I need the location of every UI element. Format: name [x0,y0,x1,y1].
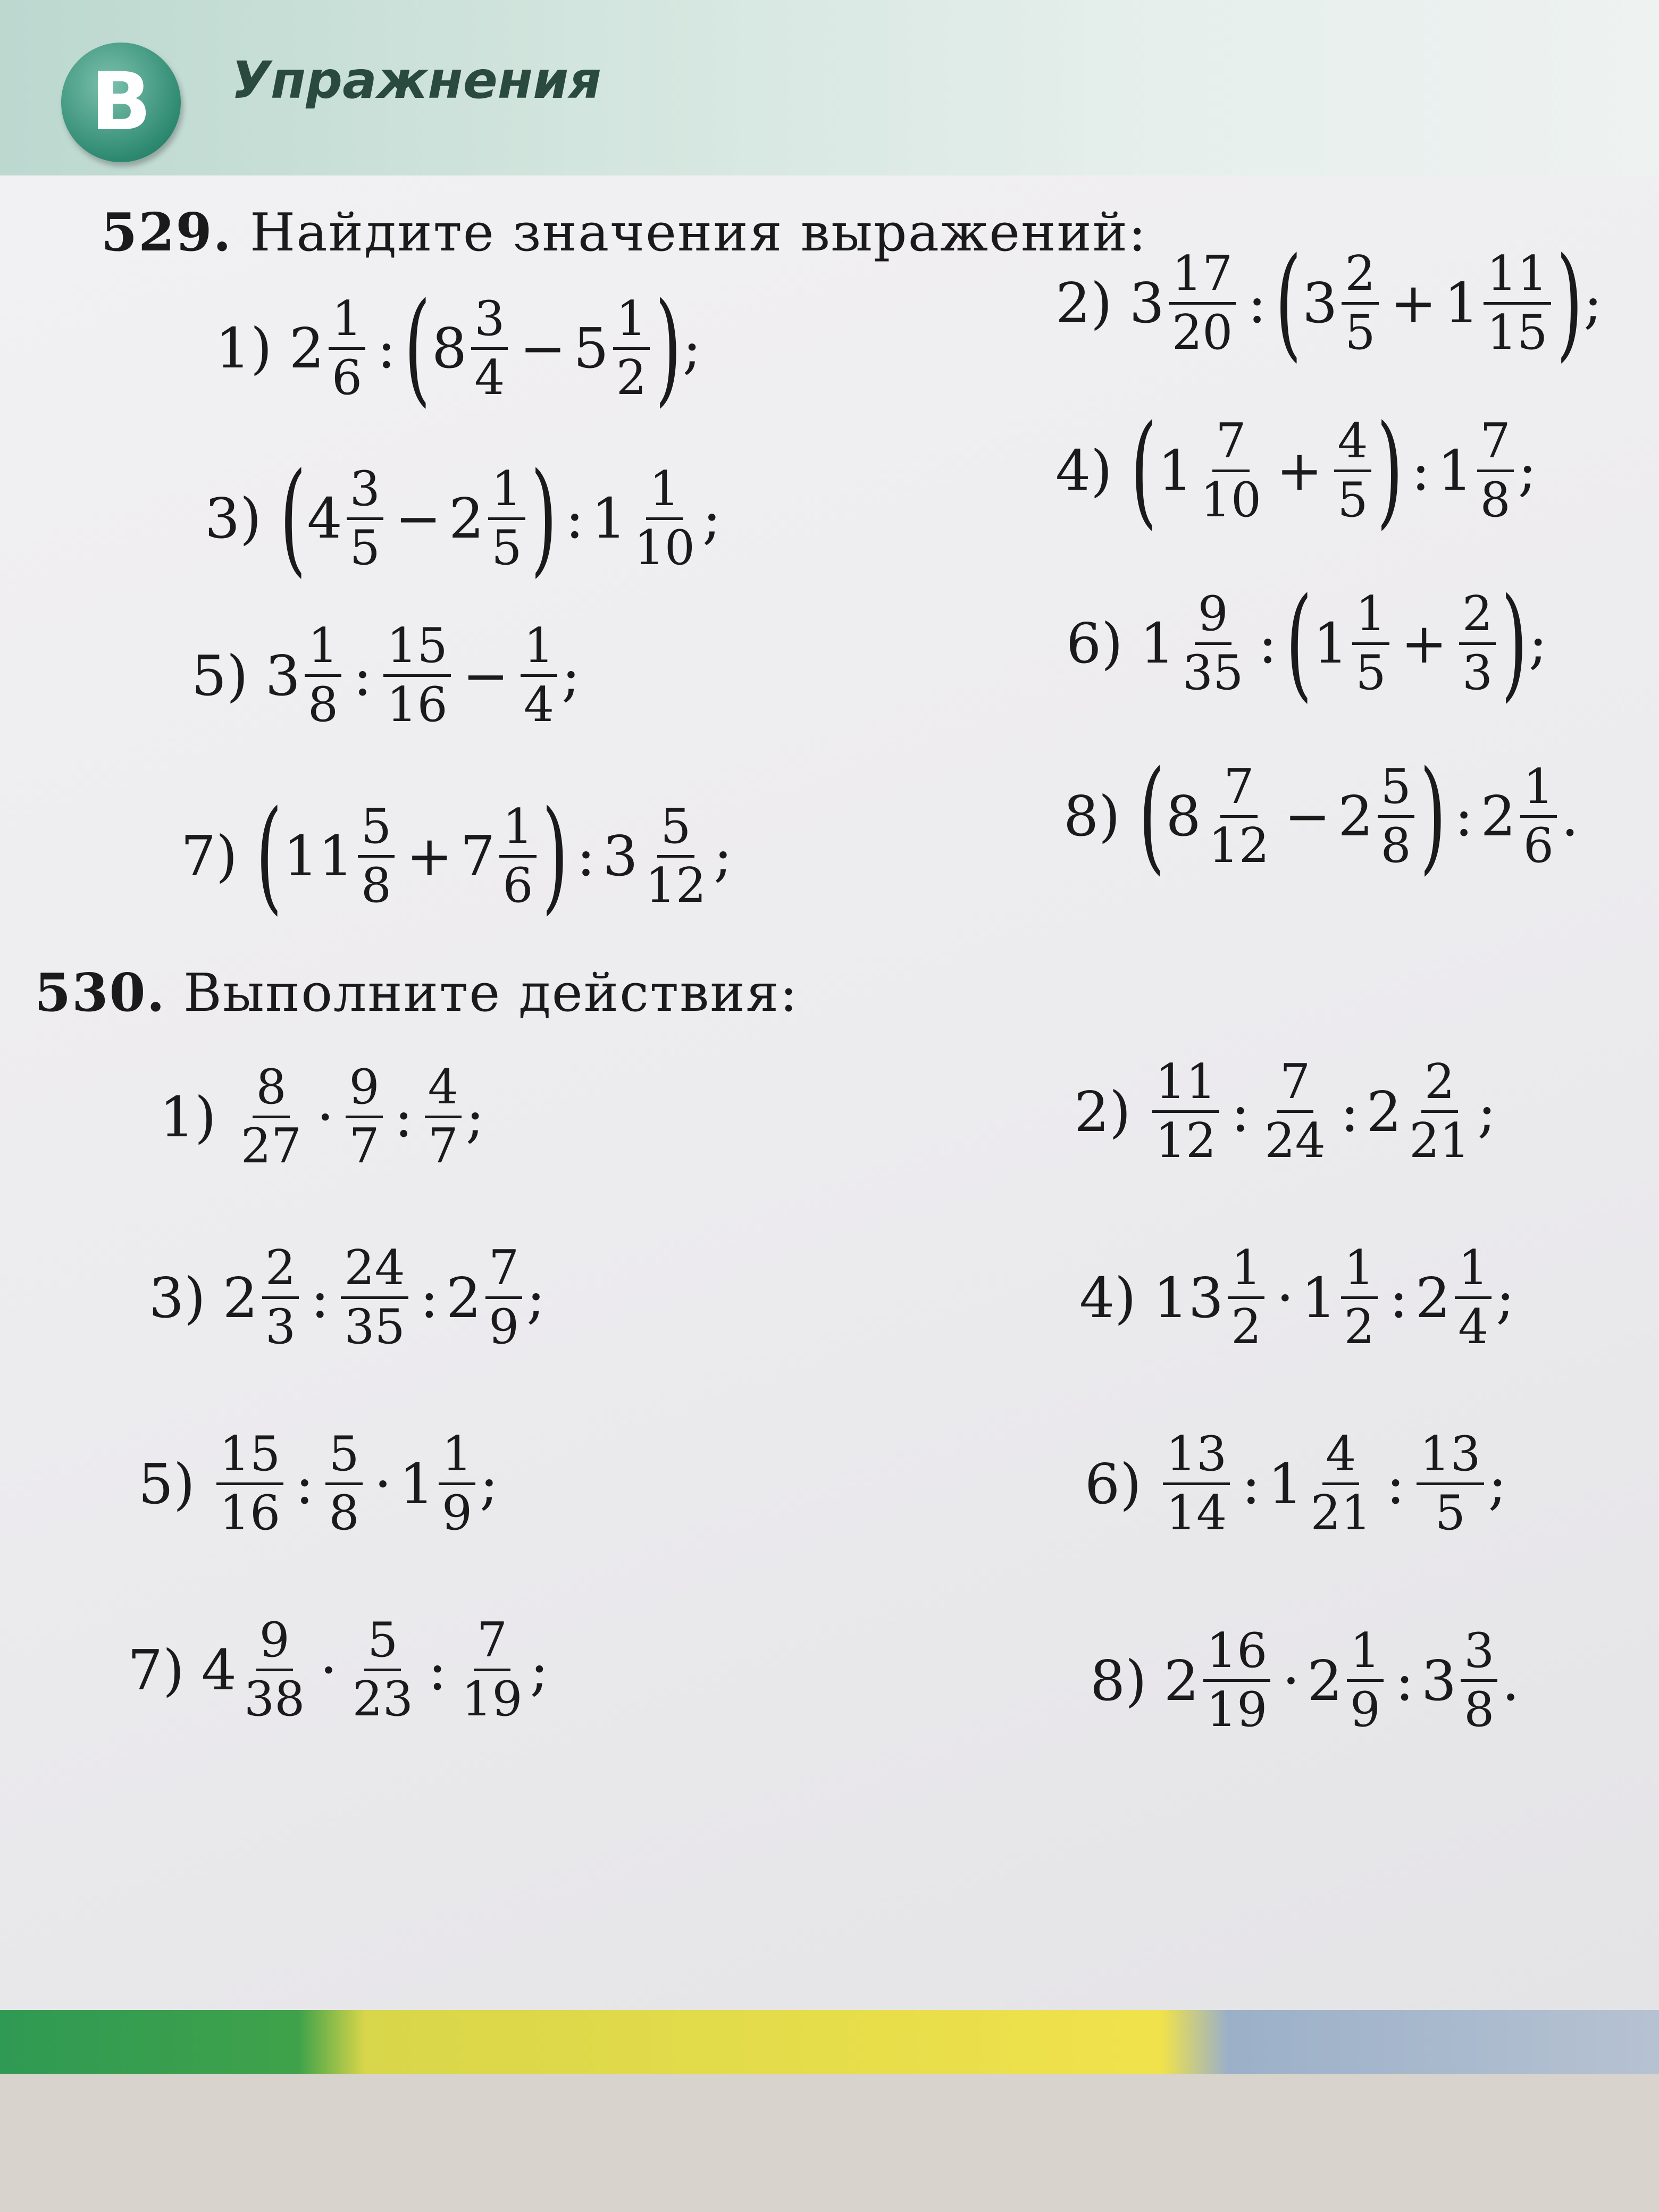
exercise-529-item-8 [1063,745,1579,887]
denominator: 8 [307,677,339,733]
fraction [216,1426,284,1541]
fraction [1406,1054,1473,1169]
operator: : [353,643,372,708]
denominator: 4 [523,677,555,733]
operator: : [1454,784,1473,849]
terminator: ; [562,643,581,708]
numerator: 1 [1352,590,1389,645]
fraction [499,798,536,914]
whole: 2 [1307,1648,1343,1713]
operator: · [316,1084,334,1150]
denominator: 38 [244,1671,305,1727]
operator: : [1231,1079,1250,1144]
whole: 8 [1166,784,1201,849]
whole: 2 [1366,1079,1402,1144]
item-label: 4) [1055,438,1112,503]
numerator: 15 [383,622,451,677]
exercise-529-heading [101,202,1147,263]
exercise-530-item-4 [1079,1240,1515,1355]
operator: − [1284,784,1331,849]
operator: : [1411,438,1430,503]
exercise-529-item-6 [1066,572,1547,714]
terminator: . [1561,784,1579,849]
fraction [347,460,383,576]
fraction [642,798,710,914]
numerator: 5 [325,1430,362,1485]
whole: 3 [1129,271,1164,336]
denominator: 19 [462,1671,523,1727]
item-label: 5) [138,1451,195,1516]
fraction [1341,1240,1378,1355]
section-title: Упражнения [231,51,602,110]
item-label: 7) [181,824,238,889]
whole: 7 [460,824,496,889]
paren-close: ) [541,785,568,927]
numerator: 1 [499,803,536,858]
denominator: 12 [1155,1113,1217,1169]
whole: 4 [201,1637,237,1703]
numerator: 2 [262,1244,299,1299]
denominator: 5 [1355,644,1386,701]
fraction [1228,1240,1264,1355]
fraction [1520,758,1557,874]
numerator: 3 [347,465,383,520]
denominator: 2 [616,349,647,406]
fraction [1203,1623,1271,1738]
denominator: 8 [1380,817,1411,874]
denominator: 5 [1345,304,1376,361]
fraction [1459,585,1496,701]
numerator: 5 [364,1616,401,1671]
fraction [425,1059,462,1174]
fraction [1461,1623,1497,1738]
whole: 1 [1313,611,1348,676]
item-label: 5) [191,643,248,708]
denominator: 2 [1231,1299,1262,1355]
operator: − [462,643,509,708]
fraction [1484,245,1551,361]
denominator: 5 [1337,472,1368,528]
operator: : [377,316,396,381]
terminator: ; [1477,1079,1496,1144]
fraction [1455,1240,1492,1355]
section-badge-letter: В [90,56,152,148]
denominator: 6 [331,349,363,406]
operator: : [394,1084,413,1150]
numerator: 5 [657,803,694,858]
fraction [325,1426,362,1541]
operator: : [565,486,584,551]
exercise-529-title: Найдите значения выражений: [249,203,1147,263]
paren-close: ) [1419,745,1446,887]
fraction [1205,758,1273,874]
fraction [1347,1623,1384,1738]
fraction [1261,1054,1329,1169]
whole: 1 [399,1451,434,1516]
operator: : [1389,1265,1408,1330]
operator: : [311,1265,330,1330]
whole: 1 [1301,1265,1337,1330]
denominator: 6 [502,857,533,914]
numerator: 4 [1322,1430,1359,1485]
terminator: ; [1488,1451,1507,1516]
paren-close: ) [655,277,682,419]
operator: · [1276,1265,1294,1330]
paren-open: ( [1130,399,1157,541]
whole: 2 [449,486,484,551]
numerator: 7 [485,1244,522,1299]
numerator: 8 [253,1063,289,1118]
denominator: 5 [491,520,522,576]
numerator: 7 [1220,763,1257,818]
numerator: 4 [425,1063,462,1118]
tablecloth-background [0,2074,1659,2212]
fraction [1352,585,1389,701]
book-cover-stripe [0,2010,1659,2074]
operator: : [1340,1079,1359,1144]
paren-open: ( [1138,745,1165,887]
paren-open: ( [279,447,306,589]
whole: 2 [1338,784,1373,849]
terminator: ; [714,824,733,889]
whole: 1 [1158,438,1193,503]
denominator: 12 [1208,817,1270,874]
fraction [471,290,508,406]
denominator: 9 [488,1299,520,1355]
denominator: 10 [634,520,695,576]
denominator: 6 [1523,817,1554,874]
denominator: 24 [1264,1113,1326,1169]
fraction [341,1240,408,1355]
denominator: 21 [1310,1485,1372,1541]
fraction [241,1612,308,1727]
numerator: 5 [1378,763,1414,818]
numerator: 1 [1520,763,1557,818]
fraction [1477,413,1514,528]
item-label: 3) [205,486,262,551]
section-badge [61,43,181,162]
fraction [1417,1426,1484,1541]
numerator: 1 [488,465,525,520]
terminator: ; [1496,1265,1515,1330]
fraction [358,798,395,914]
item-label: 2) [1074,1079,1131,1144]
denominator: 8 [1480,472,1511,528]
operator: : [295,1451,314,1516]
exercise-529-item-3 [205,447,722,589]
fraction [613,290,650,406]
terminator: ; [465,1084,484,1150]
fraction [1378,758,1414,874]
denominator: 3 [1462,644,1493,701]
exercise-530-heading [35,962,799,1024]
fraction [238,1059,305,1174]
denominator: 21 [1409,1113,1470,1169]
denominator: 4 [1458,1299,1489,1355]
exercise-530-item-5 [138,1426,499,1541]
fraction [329,290,365,406]
fraction [305,618,341,733]
numerator: 7 [1477,417,1514,472]
denominator: 8 [361,857,392,914]
numerator: 1 [646,465,683,520]
item-label: 2) [1055,271,1112,336]
terminator: ; [526,1265,546,1330]
numerator: 7 [1212,417,1249,472]
denominator: 8 [1464,1682,1495,1738]
exercise-529-item-1 [215,277,701,419]
numerator: 9 [256,1616,293,1671]
fraction [1342,245,1378,361]
whole: 13 [1153,1265,1224,1330]
fraction [1163,1426,1230,1541]
numerator: 1 [305,622,341,677]
denominator: 2 [1344,1299,1375,1355]
denominator: 16 [387,677,448,733]
denominator: 5 [349,520,380,576]
operator: + [1390,271,1437,336]
fraction [1179,585,1247,701]
operator: : [1242,1451,1261,1516]
fraction [1152,1054,1220,1169]
denominator: 8 [329,1485,359,1541]
paren-close: ) [530,447,557,589]
fraction [262,1240,299,1355]
terminator: ; [1518,438,1537,503]
operator: : [1395,1648,1414,1713]
whole: 3 [1421,1648,1457,1713]
denominator: 7 [349,1118,380,1174]
whole: 3 [1302,271,1338,336]
fraction [1197,413,1265,528]
numerator: 24 [341,1244,408,1299]
denominator: 14 [1166,1485,1227,1541]
operator: − [395,486,442,551]
paren-close: ) [1556,232,1583,374]
numerator: 3 [471,295,508,350]
operator: : [576,824,596,889]
numerator: 1 [613,295,650,350]
fraction [346,1059,382,1174]
item-label: 4) [1079,1265,1136,1330]
terminator: ; [1528,611,1547,676]
item-label: 8) [1090,1648,1147,1713]
operator: + [1276,438,1323,503]
operator: + [406,824,453,889]
numerator: 3 [1461,1627,1497,1682]
operator: − [520,316,566,381]
terminator: . [1502,1648,1520,1713]
denominator: 35 [1182,644,1244,701]
numerator: 1 [439,1430,475,1485]
numerator: 13 [1417,1430,1484,1485]
paren-open: ( [255,785,282,927]
denominator: 16 [219,1485,281,1541]
exercise-529-item-7 [181,785,733,927]
denominator: 20 [1171,304,1233,361]
denominator: 10 [1200,472,1262,528]
item-label: 1) [160,1084,216,1150]
whole: 1 [1437,438,1473,503]
numerator: 9 [1195,590,1231,645]
denominator: 5 [1435,1485,1465,1541]
whole: 1 [1139,611,1175,676]
denominator: 4 [474,349,505,406]
whole: 1 [1444,271,1479,336]
item-label: 1) [215,316,272,381]
item-label: 8) [1063,784,1120,849]
whole: 1 [1268,1451,1303,1516]
exercise-530-title: Выполните действия: [183,963,799,1024]
denominator: 19 [1206,1682,1268,1738]
whole: 2 [1480,784,1516,849]
terminator: ; [530,1637,549,1703]
denominator: 12 [645,857,707,914]
terminator: ; [702,486,722,551]
numerator: 2 [1421,1058,1458,1113]
whole: 2 [222,1265,258,1330]
terminator: ; [682,316,701,381]
numerator: 5 [358,803,395,858]
exercise-530-item-6 [1085,1426,1507,1541]
terminator: ; [480,1451,499,1516]
denominator: 3 [265,1299,296,1355]
paren-open: ( [404,277,431,419]
item-label: 3) [149,1265,206,1330]
fraction [1308,1426,1375,1541]
numerator: 1 [1455,1244,1492,1299]
fraction [631,460,698,576]
fraction [1169,245,1236,361]
exercise-530-item-1 [160,1059,484,1174]
exercise-529-number: 529. [101,202,232,263]
operator: : [1386,1451,1405,1516]
item-label: 6) [1066,611,1123,676]
exercise-530-item-8 [1090,1623,1520,1738]
numerator: 2 [1459,590,1496,645]
numerator: 7 [1277,1058,1313,1113]
whole: 3 [265,643,300,708]
whole: 11 [283,824,354,889]
exercise-529-item-4 [1055,399,1537,541]
paren-close: ) [1501,572,1528,714]
fraction [521,618,557,733]
whole: 2 [1163,1648,1199,1713]
denominator: 7 [428,1118,458,1174]
operator: · [374,1451,392,1516]
exercise-530-item-2 [1074,1054,1496,1169]
item-label: 6) [1085,1451,1142,1516]
numerator: 1 [1347,1627,1384,1682]
numerator: 9 [346,1063,382,1118]
operator: · [320,1637,338,1703]
section-header [0,0,1659,175]
exercise-529-item-5 [191,618,581,733]
numerator: 11 [1484,250,1551,305]
whole: 2 [289,316,324,381]
numerator: 16 [1203,1627,1271,1682]
operator: : [420,1265,439,1330]
paren-close: ) [1376,399,1403,541]
fraction [458,1612,526,1727]
item-label: 7) [128,1637,185,1703]
exercise-530-item-3 [149,1240,546,1355]
numerator: 13 [1163,1430,1230,1485]
whole: 5 [573,316,609,381]
fraction [439,1426,475,1541]
numerator: 4 [1334,417,1371,472]
exercise-529-item-2 [1055,232,1603,374]
fraction [488,460,525,576]
fraction [485,1240,522,1355]
exercise-530-number: 530. [35,962,166,1024]
whole: 2 [1415,1265,1451,1330]
fraction [349,1612,417,1727]
paren-open: ( [1275,232,1302,374]
whole: 3 [602,824,638,889]
numerator: 15 [216,1430,284,1485]
whole: 8 [431,316,467,381]
denominator: 9 [441,1485,473,1541]
denominator: 27 [240,1118,302,1174]
whole: 2 [446,1265,481,1330]
numerator: 7 [474,1616,510,1671]
numerator: 1 [521,622,557,677]
operator: · [1282,1648,1300,1713]
exercise-530-item-7 [128,1612,549,1727]
operator: + [1401,611,1447,676]
terminator: ; [1583,271,1603,336]
numerator: 1 [1228,1244,1264,1299]
whole: 1 [591,486,627,551]
numerator: 2 [1342,250,1378,305]
operator: : [1247,271,1267,336]
denominator: 35 [344,1299,405,1355]
numerator: 11 [1152,1058,1220,1113]
whole: 4 [307,486,342,551]
numerator: 17 [1169,250,1236,305]
paren-open: ( [1285,572,1312,714]
operator: : [428,1637,447,1703]
fraction [1334,413,1371,528]
denominator: 15 [1486,304,1548,361]
denominator: 23 [352,1671,414,1727]
fraction [383,618,451,733]
denominator: 9 [1350,1682,1380,1738]
operator: : [1258,611,1277,676]
numerator: 1 [1341,1244,1378,1299]
numerator: 1 [329,295,365,350]
